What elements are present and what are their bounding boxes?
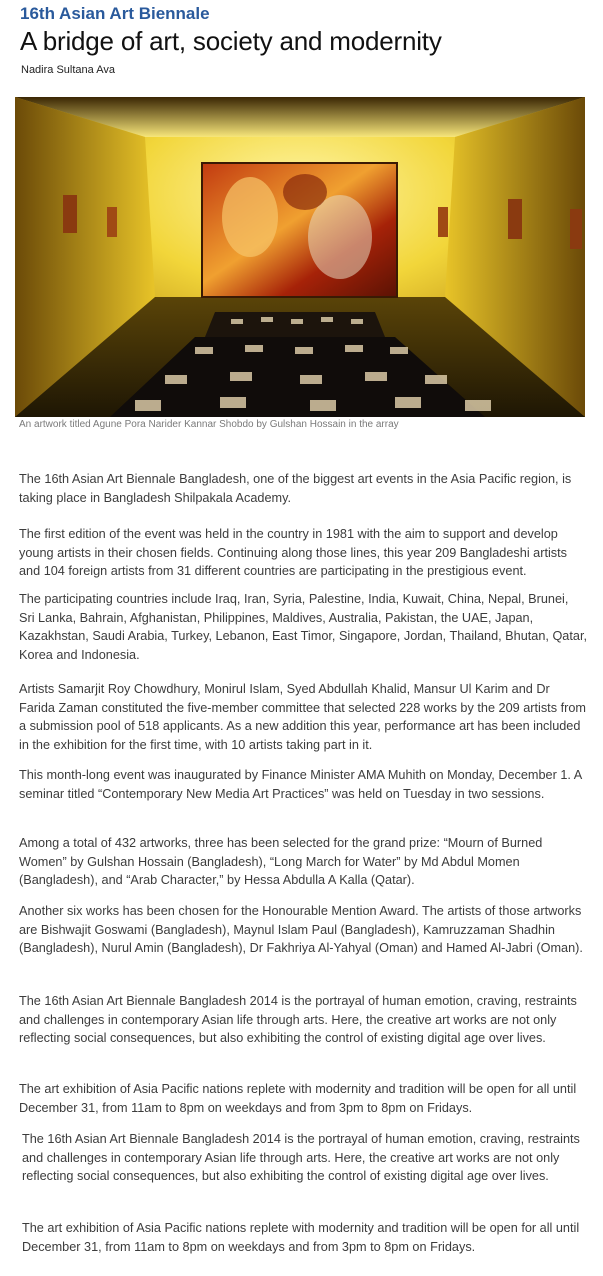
paragraph: The art exhibition of Asia Pacific nations replete with modernity and tradition will be open for all until December 31, from 11am to 8pm on weekdays and from 3pm to 8pm on Fridays. (19, 1082, 577, 1115)
paragraph: Among a total of 432 artworks, three has been selected for the grand prize: “Mourn of Burned Women” by Gulshan Hossain (Bangladesh), “Long March for Water” by Md Abdul Momen (Bangladesh), and “Arab Character,” by Hessa Abdulla A Kalla (Qatar). (19, 836, 543, 887)
paragraph: Another six works has been chosen for the Honourable Mention Award. The artists of those artworks are Bishwajit Goswami (Bangladesh), Maynul Islam Paul (Bangladesh), Kamruzzaman Shadhin (Bangladesh), Nurul Amin (Bangladesh), Dr Fakhriya Al-Yahyal (Oman) and Hamed Al-Jabri (Oman). (19, 904, 583, 955)
paragraph: The 16th Asian Art Biennale Bangladesh 2014 is the portrayal of human emotion, craving, restraints and challenges in contemporary Asian life through arts. Here, the creative art works are not only reflecting social consequences, but also exhibiting the control of existing digital age over lives. (19, 994, 577, 1045)
article-title: A bridge of art, society and modernity (20, 26, 442, 56)
paragraph: The participating countries include Iraq, Iran, Syria, Palestine, India, Kuwait, China, Nepal, Brunei, Sri Lanka, Bahrain, Afghanistan, Philippines, Maldives, Australia, Pakistan, the UAE, Japan, Kazakhstan, Saudi Arabia, Turkey, Lebanon, East Timor, Singapore, Jordan, Thailand, Bhutan, Qatar, Korea and Indonesia. (19, 592, 587, 662)
paragraph: The first edition of the event was held in the country in 1981 with the aim to support and develop young artists in their chosen fields. Continuing along those lines, this year 209 Bangladeshi artists and 104 foreign artists from 31 different countries are participating in the prestigious event. (19, 527, 567, 578)
paragraph: This month-long event was inaugurated by Finance Minister AMA Muhith on Monday, December 1. A seminar titled “Contemporary New Media Art Practices” was held on Tuesday in two sessions. (19, 768, 582, 801)
paragraph: The 16th Asian Art Biennale Bangladesh 2014 is the portrayal of human emotion, craving, restraints and challenges in contemporary Asian life through arts. Here, the creative art works are not only reflecting social consequences, but also exhibiting the control of existing digital age over lives. (22, 1132, 580, 1183)
photo-caption: An artwork titled Agune Pora Narider Kannar Shobdo by Gulshan Hossain in the array (19, 419, 399, 430)
article-author: Nadira Sultana Ava (21, 64, 115, 76)
paragraph: Artists Samarjit Roy Chowdhury, Monirul Islam, Syed Abdullah Khalid, Mansur Ul Karim and Dr Farida Zaman constituted the five-member committee that selected 228 works by the 209 artists from a submission pool of 518 applicants. As a new addition this year, performance art has been included in the exhibition for the first time, with 10 artists taking part in it. (19, 682, 586, 752)
paragraph: The 16th Asian Art Biennale Bangladesh, one of the biggest art events in the Asia Pacific region, is taking place in Bangladesh Shilpakala Academy. (19, 472, 572, 505)
paragraph: The art exhibition of Asia Pacific nations replete with modernity and tradition will be open for all until December 31, from 11am to 8pm on weekdays and from 3pm to 8pm on Fridays. (22, 1221, 580, 1254)
article-kicker: 16th Asian Art Biennale (20, 4, 210, 23)
article-photo (15, 97, 585, 417)
